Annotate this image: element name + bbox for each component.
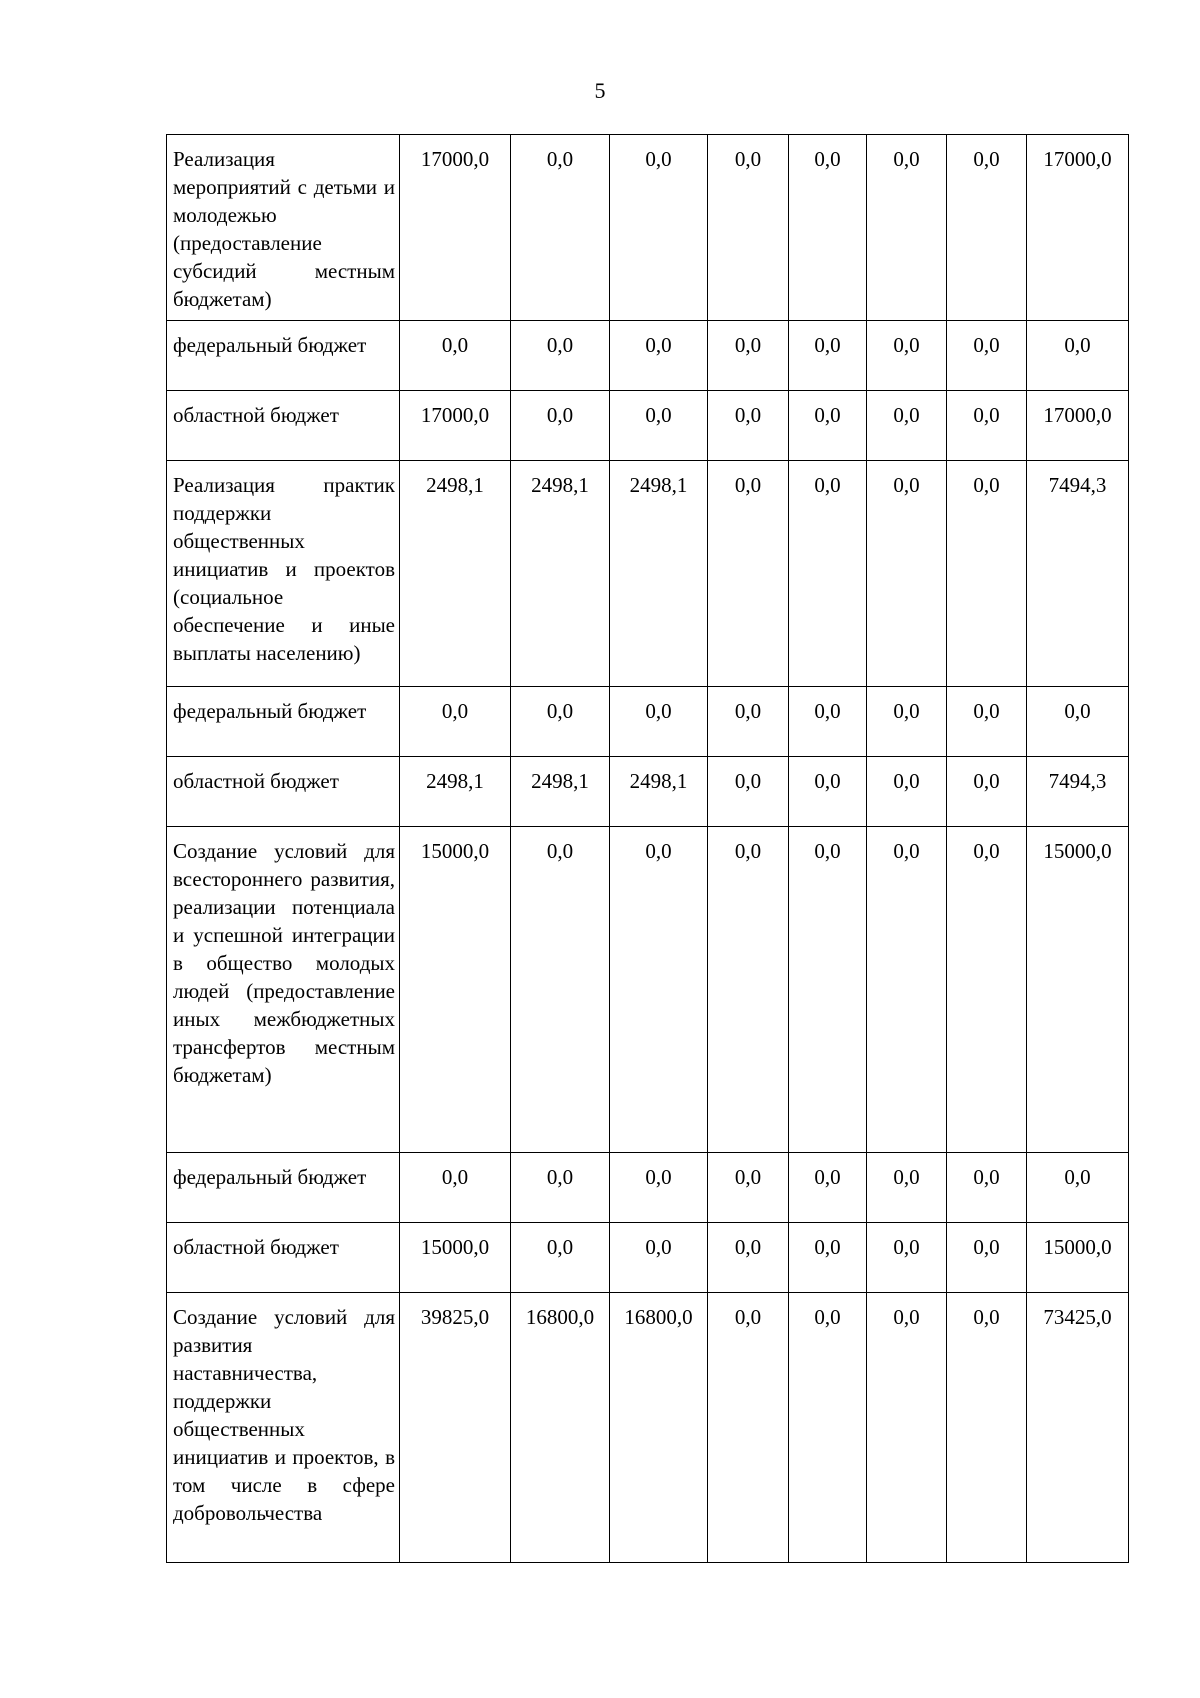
value-cell: 0,0 <box>511 827 610 1153</box>
value-cell: 0,0 <box>867 321 947 391</box>
value-cell: 0,0 <box>511 1153 610 1223</box>
table-row <box>167 461 1129 687</box>
table-row <box>167 757 1129 827</box>
value-cell: 0,0 <box>708 1153 789 1223</box>
value-cell: 0,0 <box>400 1153 511 1223</box>
value-cell: 17000,0 <box>1027 135 1129 321</box>
value-cell: 0,0 <box>947 135 1027 321</box>
value-cell: 0,0 <box>867 135 947 321</box>
value-cell: 0,0 <box>610 135 708 321</box>
value-cell: 17000,0 <box>400 391 511 461</box>
value-cell: 0,0 <box>511 321 610 391</box>
value-cell: 0,0 <box>867 757 947 827</box>
value-cell: 0,0 <box>947 1153 1027 1223</box>
value-cell: 0,0 <box>867 461 947 687</box>
value-cell: 0,0 <box>789 321 867 391</box>
value-cell: 0,0 <box>867 827 947 1153</box>
value-cell: 0,0 <box>789 391 867 461</box>
table-body <box>167 135 1129 1563</box>
table-row <box>167 321 1129 391</box>
row-label-cell: областной бюджет <box>167 1223 400 1293</box>
value-cell: 0,0 <box>947 461 1027 687</box>
value-cell: 0,0 <box>867 1293 947 1563</box>
value-cell: 0,0 <box>789 827 867 1153</box>
value-cell: 2498,1 <box>400 757 511 827</box>
row-label-cell: областной бюджет <box>167 757 400 827</box>
row-label-cell: Реализация мероприятий с детьми и молодежью (предоставление субсидий местным бюджетам) <box>167 135 400 321</box>
value-cell: 0,0 <box>708 391 789 461</box>
value-cell: 0,0 <box>708 757 789 827</box>
value-cell: 0,0 <box>947 391 1027 461</box>
value-cell: 73425,0 <box>1027 1293 1129 1563</box>
value-cell: 16800,0 <box>511 1293 610 1563</box>
table-row <box>167 1223 1129 1293</box>
value-cell: 15000,0 <box>400 1223 511 1293</box>
row-label-cell: Создание условий для развития наставничества, поддержки общественных инициатив и проектов, в том числе в сфере добровольчества <box>167 1293 400 1563</box>
value-cell: 16800,0 <box>610 1293 708 1563</box>
value-cell: 0,0 <box>947 1293 1027 1563</box>
value-cell: 15000,0 <box>400 827 511 1153</box>
value-cell: 2498,1 <box>610 461 708 687</box>
value-cell: 0,0 <box>947 687 1027 757</box>
row-label-cell: Создание условий для всестороннего развития, реализации потенциала и успешной интеграции в общество молодых людей (предоставление иных межбюджетных трансфертов местным бюджетам) <box>167 827 400 1153</box>
table-row <box>167 827 1129 1153</box>
value-cell: 0,0 <box>610 391 708 461</box>
value-cell: 0,0 <box>867 391 947 461</box>
value-cell: 2498,1 <box>511 757 610 827</box>
value-cell: 0,0 <box>708 1223 789 1293</box>
table-row <box>167 1293 1129 1563</box>
value-cell: 17000,0 <box>1027 391 1129 461</box>
value-cell: 0,0 <box>708 827 789 1153</box>
value-cell: 0,0 <box>511 391 610 461</box>
table-row <box>167 687 1129 757</box>
value-cell: 0,0 <box>789 757 867 827</box>
value-cell: 7494,3 <box>1027 757 1129 827</box>
row-label-cell: федеральный бюджет <box>167 687 400 757</box>
row-label-cell: областной бюджет <box>167 391 400 461</box>
value-cell: 0,0 <box>610 1223 708 1293</box>
value-cell: 0,0 <box>708 687 789 757</box>
value-cell: 0,0 <box>789 461 867 687</box>
value-cell: 0,0 <box>511 135 610 321</box>
value-cell: 0,0 <box>789 687 867 757</box>
value-cell: 0,0 <box>1027 1153 1129 1223</box>
value-cell: 39825,0 <box>400 1293 511 1563</box>
value-cell: 0,0 <box>789 135 867 321</box>
value-cell: 0,0 <box>947 1223 1027 1293</box>
value-cell: 0,0 <box>947 827 1027 1153</box>
value-cell: 0,0 <box>867 687 947 757</box>
value-cell: 2498,1 <box>610 757 708 827</box>
value-cell: 0,0 <box>610 687 708 757</box>
budget-table <box>166 134 1129 1563</box>
value-cell: 0,0 <box>789 1223 867 1293</box>
value-cell: 0,0 <box>610 321 708 391</box>
table-row <box>167 391 1129 461</box>
row-label-cell: Реализация практик поддержки общественных инициатив и проектов (социальное обеспечение и иные выплаты населению) <box>167 461 400 687</box>
value-cell: 0,0 <box>867 1223 947 1293</box>
value-cell: 2498,1 <box>400 461 511 687</box>
value-cell: 7494,3 <box>1027 461 1129 687</box>
row-label-cell: федеральный бюджет <box>167 321 400 391</box>
value-cell: 0,0 <box>511 687 610 757</box>
value-cell: 0,0 <box>708 135 789 321</box>
value-cell: 0,0 <box>1027 321 1129 391</box>
value-cell: 0,0 <box>511 1223 610 1293</box>
value-cell: 0,0 <box>610 827 708 1153</box>
value-cell: 0,0 <box>789 1153 867 1223</box>
value-cell: 0,0 <box>400 321 511 391</box>
value-cell: 0,0 <box>708 321 789 391</box>
row-label-cell: федеральный бюджет <box>167 1153 400 1223</box>
value-cell: 17000,0 <box>400 135 511 321</box>
value-cell: 15000,0 <box>1027 1223 1129 1293</box>
page-number: 5 <box>594 78 606 103</box>
value-cell: 0,0 <box>610 1153 708 1223</box>
value-cell: 15000,0 <box>1027 827 1129 1153</box>
value-cell: 0,0 <box>947 757 1027 827</box>
value-cell: 0,0 <box>708 1293 789 1563</box>
value-cell: 0,0 <box>789 1293 867 1563</box>
value-cell: 0,0 <box>708 461 789 687</box>
table-row <box>167 1153 1129 1223</box>
value-cell: 0,0 <box>947 321 1027 391</box>
value-cell: 2498,1 <box>511 461 610 687</box>
value-cell: 0,0 <box>867 1153 947 1223</box>
table-row <box>167 135 1129 321</box>
value-cell: 0,0 <box>400 687 511 757</box>
value-cell: 0,0 <box>1027 687 1129 757</box>
